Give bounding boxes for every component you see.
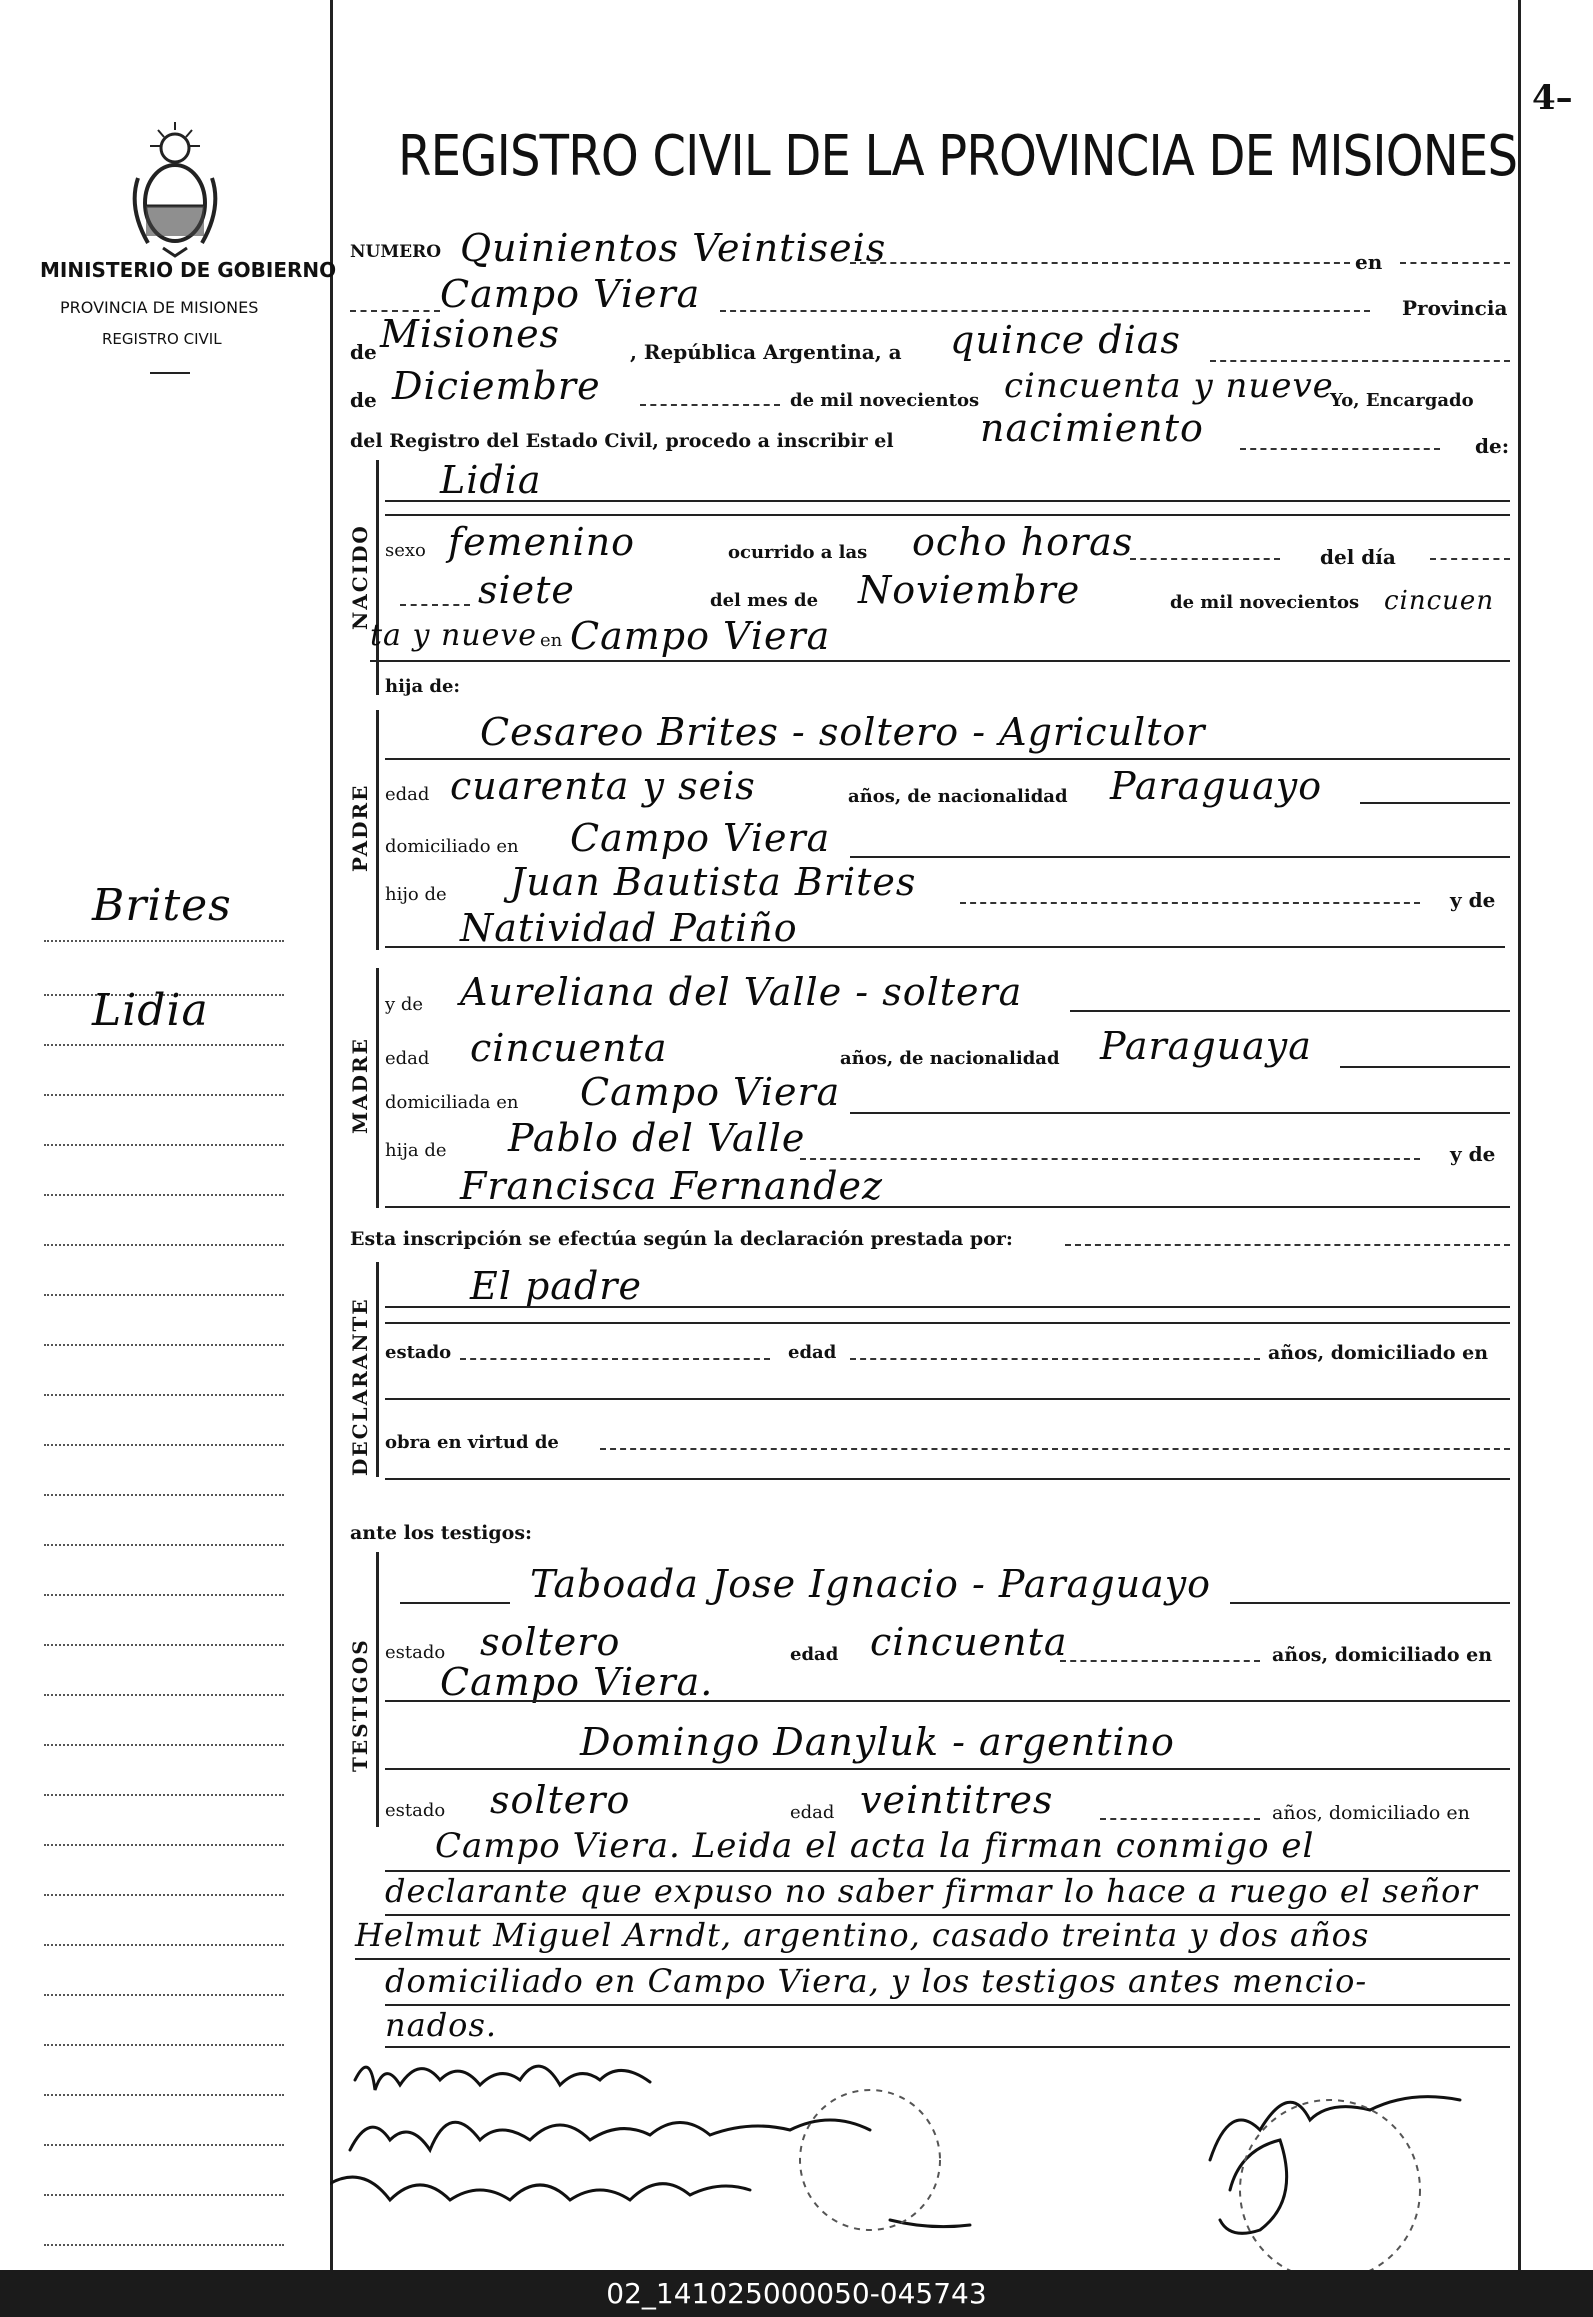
hora-line — [1130, 558, 1280, 560]
testigo1-dom-line — [385, 1700, 1510, 1702]
madre-madre: Francisca Fernandez — [460, 1164, 883, 1208]
del-dia-line — [1430, 558, 1510, 560]
madre-bracket — [376, 968, 379, 1208]
madre-nac: Paraguaya — [1100, 1024, 1312, 1068]
acto-value: nacimiento — [980, 406, 1204, 450]
testigo2-nombre-line — [385, 1768, 1510, 1770]
padre-padre: Juan Bautista Brites — [510, 860, 917, 904]
nacido-nombre-line — [385, 500, 1510, 502]
padre-nac-label: años, de nacionalidad — [848, 786, 1068, 807]
madre-domicilio-line — [850, 1112, 1510, 1114]
closing-underline-3 — [355, 1958, 1510, 1960]
coat-of-arms-icon — [128, 118, 223, 258]
padre-nombre: Cesareo Brites - soltero - Agricultor — [480, 710, 1206, 754]
testigo2-anios-label: años, domiciliado en — [1272, 1802, 1470, 1824]
padre-domicilio: Campo Viera — [570, 816, 831, 860]
declarante-intro: Esta inscripción se efectúa según la declaración prestada por: — [350, 1228, 1013, 1250]
padre-madre-line — [385, 946, 1505, 948]
padre-bracket — [376, 710, 379, 950]
padre-nac: Paraguayo — [1110, 764, 1323, 808]
testigo2-edad-label: edad — [790, 1802, 835, 1823]
yo-text: Yo, Encargado — [1330, 390, 1474, 411]
registro-text: del Registro del Estado Civil, procedo a inscribir el — [350, 430, 894, 452]
anio-value: cincuenta y nueve — [1004, 366, 1334, 406]
testigo1-anios-label: años, domiciliado en — [1272, 1644, 1493, 1666]
testigo2-edad-line — [1100, 1818, 1260, 1820]
ministry-label: MINISTERIO DE GOBIERNO — [40, 258, 337, 282]
madre-nombre-line — [1070, 1010, 1510, 1012]
padre-madre: Natividad Patiño — [460, 906, 798, 950]
madre-edad-label: edad — [385, 1048, 430, 1069]
padre-edad: cuarenta y seis — [450, 764, 756, 808]
registry-divider — [150, 372, 190, 374]
de2-label: de — [350, 388, 377, 412]
padre-nac-line — [1360, 802, 1510, 804]
testigo1-nombre: Taboada Jose Ignacio - Paraguayo — [530, 1562, 1212, 1606]
declarante-obra-line-2 — [385, 1478, 1510, 1480]
declarante-nombre-line-2 — [385, 1322, 1510, 1324]
registry-label: REGISTRO CIVIL — [102, 330, 222, 348]
hija-label: hija de: — [385, 676, 461, 697]
de3-label: de: — [1475, 434, 1510, 458]
testigo1-domicilio: Campo Viera. — [440, 1660, 714, 1704]
dia-pre-line — [400, 604, 470, 606]
right-rule — [1518, 0, 1521, 2270]
hora-value: ocho horas — [912, 520, 1134, 564]
de-label: de — [350, 340, 377, 364]
padre-edad-label: edad — [385, 784, 430, 805]
page-number: 4– — [1532, 78, 1573, 118]
padre-section-label: PADRE — [348, 783, 372, 872]
padre-nombre-line — [385, 758, 1510, 760]
provincia-value: Misiones — [380, 312, 561, 356]
closing-line-2: declarante que expuso no saber firmar lo hace a ruego el señor — [385, 1872, 1478, 1910]
nacido-dia: siete — [478, 568, 575, 612]
madre-nombre: Aureliana del Valle - soltera — [460, 970, 1023, 1014]
declarante-bracket — [376, 1262, 379, 1477]
madre-y-de-label: y de — [385, 994, 424, 1015]
declarante-dom-line — [385, 1398, 1510, 1400]
dia-value: quince dias — [950, 318, 1181, 362]
left-rule — [330, 0, 333, 2270]
numero-line — [850, 262, 1350, 264]
dia-line — [1210, 360, 1510, 362]
declarante-estado-label: estado — [385, 1342, 452, 1363]
nacido-lugar: Campo Viera — [570, 614, 831, 658]
closing-line-5: nados. — [385, 2006, 498, 2044]
madre-hija-label: hija de — [385, 1140, 447, 1161]
del-dia-label: del día — [1320, 545, 1396, 569]
madre-padre: Pablo del Valle — [508, 1116, 806, 1160]
testigo2-edad: veintitres — [860, 1778, 1054, 1822]
testigos-intro: ante los testigos: — [350, 1522, 533, 1544]
en-line — [1400, 262, 1510, 264]
sexo-value: femenino — [448, 520, 636, 564]
madre-madre-line — [385, 1206, 1510, 1208]
nacido-nombre: Lidia — [440, 458, 542, 502]
mes-line — [640, 404, 780, 406]
testigo2-nombre: Domingo Danyluk - argentino — [580, 1720, 1175, 1764]
closing-line-3: Helmut Miguel Arndt, argentino, casado treinta y dos años — [355, 1916, 1370, 1954]
nacido-anio-a: cincuen — [1384, 586, 1495, 616]
madre-padre-line — [800, 1158, 1420, 1160]
en-label: en — [1355, 250, 1383, 274]
numero-value: Quinientos Veintiseis — [460, 226, 887, 270]
provincia-label: Provincia — [1402, 296, 1508, 320]
testigo1-nombre-line — [400, 1602, 510, 1604]
declarante-anios-label: años, domiciliado en — [1268, 1342, 1489, 1364]
testigo1-nombre-line-b — [1230, 1602, 1510, 1604]
padre-hijo-label: hijo de — [385, 884, 447, 905]
nacido-en-label: en — [540, 630, 563, 651]
testigos-bracket — [376, 1552, 379, 1827]
nacido-lugar-line — [370, 660, 1510, 662]
page-title: REGISTRO CIVIL DE LA PROVINCIA DE MISIONES — [398, 124, 1518, 189]
signatures-image — [330, 2040, 1520, 2270]
declarante-obra-label: obra en virtud de — [385, 1432, 559, 1453]
closing-underline-4 — [385, 2004, 1510, 2006]
margin-surname: Brites — [92, 880, 232, 931]
nacido-mil-label: de mil novecientos — [1170, 592, 1360, 613]
madre-domicilio: Campo Viera — [580, 1070, 841, 1114]
testigo1-edad: cincuenta — [870, 1620, 1068, 1664]
ocurrido-label: ocurrido a las — [728, 542, 868, 563]
margin-name: Lidia — [92, 985, 209, 1036]
acto-line — [1240, 448, 1440, 450]
declarante-nombre: El padre — [470, 1264, 642, 1308]
lugar-line-b — [720, 310, 1370, 312]
nacido-mes: Noviembre — [858, 568, 1081, 612]
del-mes-label: del mes de — [710, 590, 819, 611]
mil-label: de mil novecientos — [790, 390, 980, 411]
nacido-anio-b: ta y nueve — [370, 618, 538, 653]
testigo2-estado-label: estado — [385, 1800, 446, 1821]
testigo1-estado: soltero — [480, 1620, 621, 1664]
madre-domicilio-label: domiciliada en — [385, 1092, 519, 1113]
testigo2-estado: soltero — [490, 1778, 631, 1822]
madre-edad: cincuenta — [470, 1026, 668, 1070]
republica-text: , República Argentina, a — [630, 340, 902, 364]
nacido-nombre-line-2 — [385, 514, 1510, 516]
declarante-obra-line — [600, 1448, 1510, 1450]
madre-nac-line — [1340, 1066, 1510, 1068]
declarante-intro-line — [1065, 1244, 1510, 1246]
nacido-section-label: NACIDO — [348, 524, 372, 630]
madre-y-de2-label: y de — [1450, 1142, 1496, 1166]
declarante-estado-line — [460, 1358, 770, 1360]
numero-label: NUMERO — [350, 242, 442, 262]
mes-value: Diciembre — [392, 364, 601, 408]
declarante-section-label: DECLARANTE — [348, 1297, 372, 1476]
testigo1-edad-line — [1060, 1660, 1260, 1662]
footer-code: 02_141025000050-045743 — [0, 2270, 1593, 2317]
madre-nac-label: años, de nacionalidad — [840, 1048, 1060, 1069]
declarante-nombre-line — [385, 1306, 1510, 1308]
padre-y-de-label: y de — [1450, 888, 1496, 912]
padre-domicilio-label: domiciliado en — [385, 836, 519, 857]
closing-line-1: Campo Viera. Leida el acta la firman conmigo el — [435, 1826, 1315, 1866]
padre-padre-line — [960, 902, 1420, 904]
declarante-edad-label: edad — [788, 1342, 837, 1363]
sexo-label: sexo — [385, 540, 426, 561]
testigo1-edad-label: edad — [790, 1644, 839, 1665]
testigos-section-label: TESTIGOS — [348, 1638, 372, 1772]
padre-domicilio-line — [850, 856, 1510, 858]
lugar-value: Campo Viera — [440, 272, 701, 316]
closing-line-4: domiciliado en Campo Viera, y los testigos antes mencio- — [385, 1962, 1368, 2000]
madre-section-label: MADRE — [348, 1037, 372, 1134]
testigo1-estado-label: estado — [385, 1642, 446, 1663]
declarante-edad-line — [850, 1358, 1260, 1360]
province-label: PROVINCIA DE MISIONES — [60, 298, 259, 317]
